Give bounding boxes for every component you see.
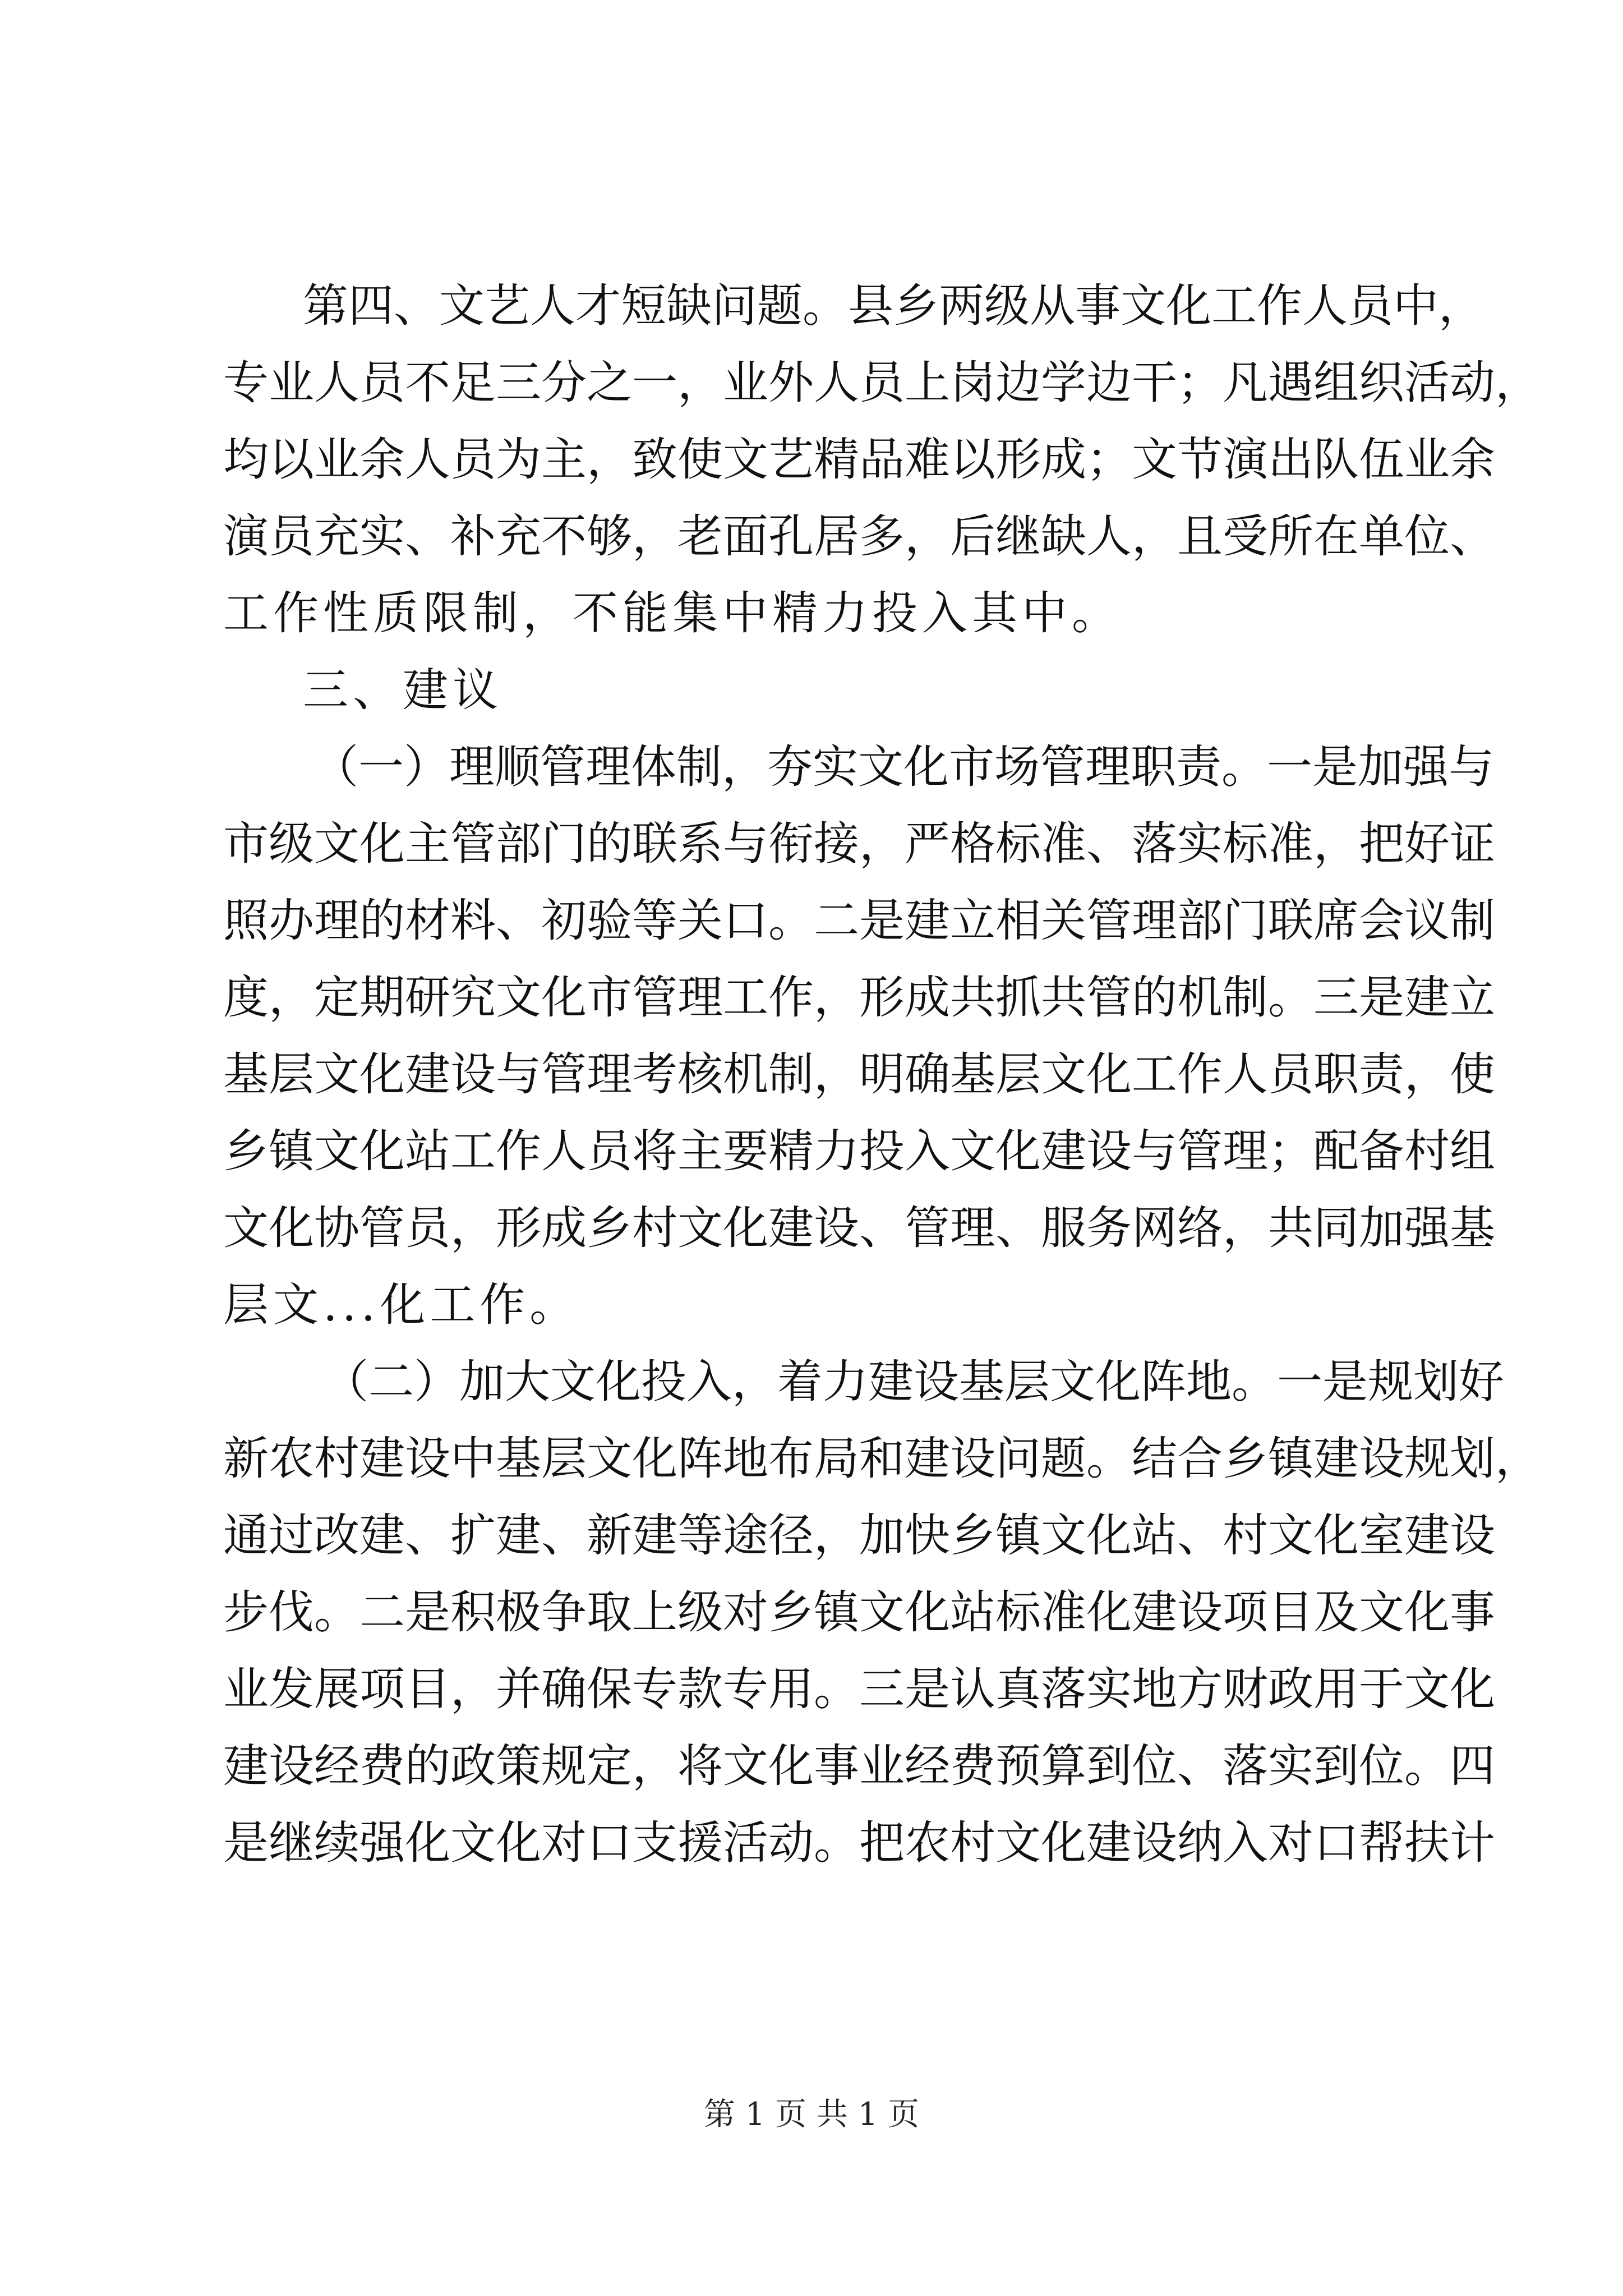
section-heading: 三、建议 [303,664,503,717]
text-line: 照办理的材料、初验等关口。二是建立相关管理部门联席会议制 [223,895,1496,947]
text-line: 是继续强化文化对口支援活动。把农村文化建设纳入对口帮扶计 [223,1817,1496,1870]
document-body [223,268,1541,1882]
text-line: 新农村建设中基层文化阵地布局和建设问题。结合乡镇建设规划， [223,1433,1541,1485]
text-line: 建设经费的政策规定，将文化事业经费预算到位、落实到位。四 [223,1740,1496,1793]
text-line: 工作性质限制，不能集中精力投入其中。 [223,587,1122,640]
text-line: 市级文化主管部门的联系与衔接，严格标准、落实标准，把好证 [223,818,1496,871]
text-line: 通过改建、扩建、新建等途径，加快乡镇文化站、村文化室建设 [223,1510,1496,1562]
text-line: 度，定期研究文化市管理工作，形成共抓共管的机制。三是建立 [223,972,1496,1024]
text-line: 步伐。二是积极争取上级对乡镇文化站标准化建设项目及文化事 [223,1586,1496,1639]
page-number-footer: 第 1 页 共 1 页 [703,2096,920,2133]
text-line: 第四、文艺人才短缺问题。县乡两级从事文化工作人员中， [303,280,1484,333]
text-line: （二）加大文化投入，着力建设基层文化阵地。一是规划好 [323,1356,1505,1409]
text-line: 业发展项目，并确保专款专用。三是认真落实地方财政用于文化 [223,1663,1496,1716]
text-line: 基层文化建设与管理考核机制，明确基层文化工作人员职责，使 [223,1048,1496,1101]
text-line: 层文...化工作。 [223,1279,580,1332]
text-line: 文化协管员，形成乡村文化建设、管理、服务网络，共同加强基 [223,1202,1496,1255]
text-line: 演员充实、补充不够，老面孔居多，后继缺人，且受所在单位、 [223,510,1496,563]
text-line: 专业人员不足三分之一，业外人员上岗边学边干；凡遇组织活动， [223,357,1541,409]
text-line: 乡镇文化站工作人员将主要精力投入文化建设与管理；配备村组 [223,1125,1496,1178]
text-line: （一）理顺管理体制，夯实文化市场管理职责。一是加强与 [313,741,1495,794]
text-line: 均以业余人员为主，致使文艺精品难以形成；文节演出队伍业余 [223,434,1496,486]
